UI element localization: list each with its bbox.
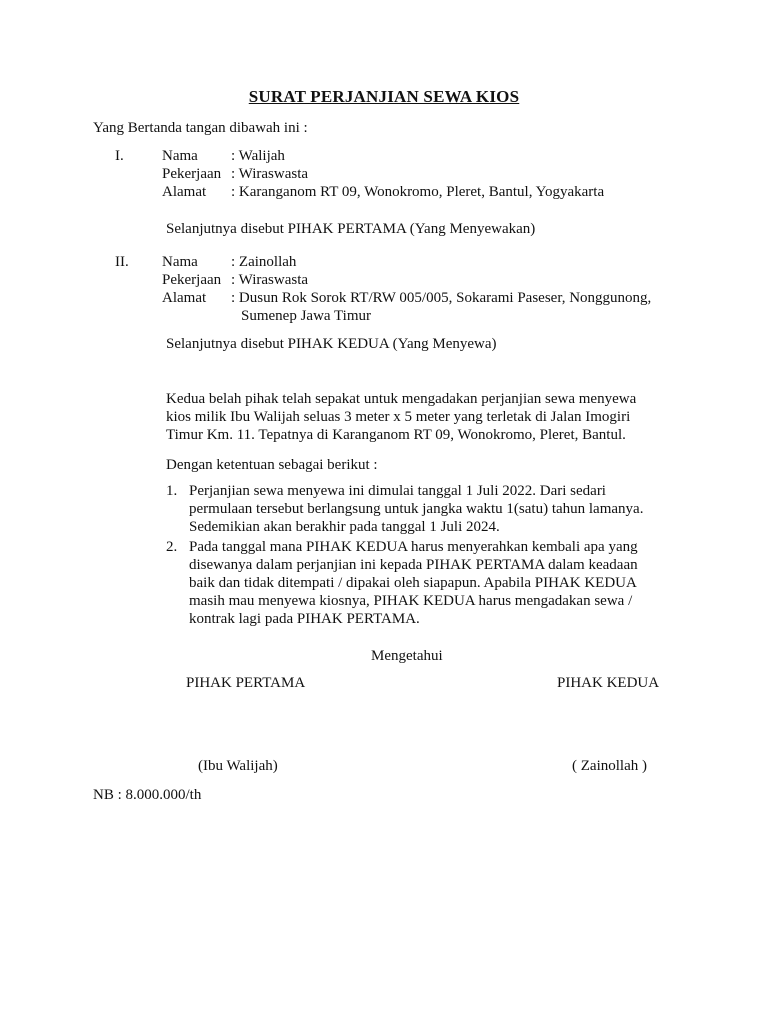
document-title: SURAT PERJANJIAN SEWA KIOS: [248, 87, 520, 106]
term-text: Perjanjian sewa menyewa ini dimulai tanggal 1 Juli 2022. Dari sedari permulaan tersebut berlangsung untuk jangka waktu 1(satu) tahun lamanya. Sedemikian akan berakhir pada tanggal 1 Juli 2024.: [189, 483, 644, 535]
term-number: 1.: [166, 483, 178, 499]
party-one-number: I.: [115, 148, 124, 164]
agreement-paragraph: Kedua belah pihak telah sepakat untuk mengadakan perjanjian sewa menyewa kios milik Ibu Walijah seluas 3 meter x 5 meter yang terletak di Jalan Imogiri Timur Km. 11. Tepatnya di Karanganom RT 09, Wonokromo, Pleret, Bantul.: [166, 391, 637, 443]
term-text: Pada tanggal mana PIHAK KEDUA harus menyerahkan kembali apa yang disewanya dalam perjanjian ini kepada PIHAK PERTAMA dalam keadaan baik dan tidak ditempati / dipakai oleh siapapun. Apabila PIHAK KEDUA masih mau menyewa kiosnya, PIHAK KEDUA harus mengadakan sewa / kontrak lagi pada PIHAK PERTAMA.: [189, 539, 638, 627]
signature-right-heading: PIHAK KEDUA: [557, 675, 660, 691]
party-one-job-value: : Wiraswasta: [231, 166, 309, 182]
party-two-name-label: Nama: [162, 254, 198, 270]
party-two-number: II.: [115, 254, 129, 270]
signature-right-name: ( Zainollah ): [572, 758, 647, 774]
signature-left-name: (Ibu Walijah): [198, 758, 278, 774]
acknowledged-text: Mengetahui: [371, 648, 443, 664]
party-two-address-label: Alamat: [162, 290, 207, 306]
party-two-address-line2: Sumenep Jawa Timur: [241, 308, 372, 324]
party-one-address-label: Alamat: [162, 184, 207, 200]
party-two-designation: Selanjutnya disebut PIHAK KEDUA (Yang Menyewa): [166, 336, 497, 352]
party-one-name-label: Nama: [162, 148, 198, 164]
signature-left-heading: PIHAK PERTAMA: [186, 675, 306, 691]
party-two-job-value: : Wiraswasta: [231, 272, 309, 288]
terms-intro: Dengan ketentuan sebagai berikut :: [166, 457, 378, 473]
term-number: 2.: [166, 539, 178, 555]
intro-text: Yang Bertanda tangan dibawah ini :: [93, 120, 308, 136]
note-text: NB : 8.000.000/th: [93, 787, 202, 803]
party-one-job-label: Pekerjaan: [162, 166, 222, 182]
party-two-name-value: : Zainollah: [231, 254, 297, 270]
party-one-name-value: : Walijah: [231, 148, 285, 164]
party-one-address-value: : Karanganom RT 09, Wonokromo, Pleret, Bantul, Yogyakarta: [231, 184, 605, 200]
party-two-address-line1: : Dusun Rok Sorok RT/RW 005/005, Sokarami Paseser, Nonggunong,: [231, 290, 652, 306]
party-one-designation: Selanjutnya disebut PIHAK PERTAMA (Yang Menyewakan): [166, 221, 536, 237]
party-two-job-label: Pekerjaan: [162, 272, 222, 288]
